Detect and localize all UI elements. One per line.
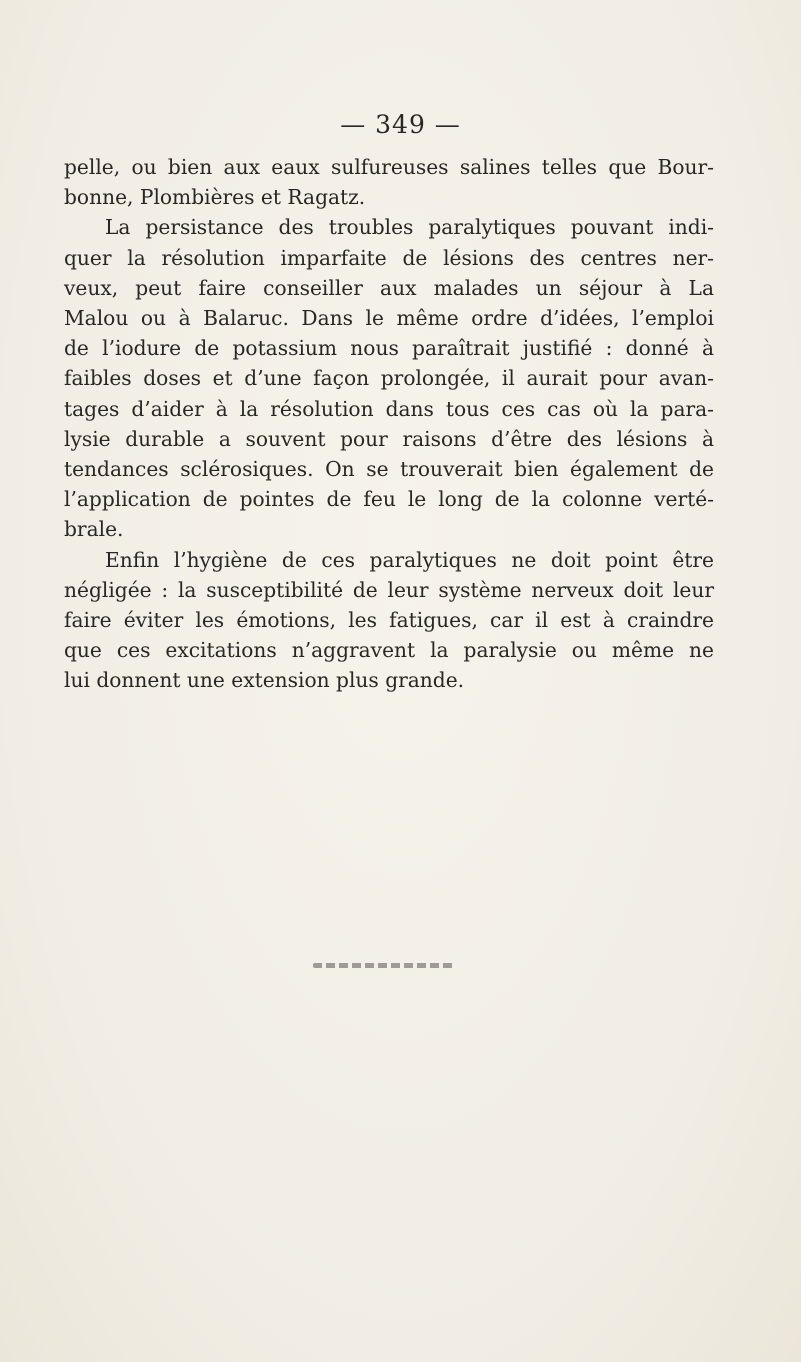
text-line: l’application de pointes de feu le long de la colonne verté- — [64, 487, 714, 512]
text-line: faire éviter les émotions, les fatigues, car il est à craindre — [64, 608, 714, 633]
text-line: Enfin l’hygiène de ces paralytiques ne doit point être — [105, 547, 714, 572]
text-line: brale. — [64, 517, 124, 542]
body-text — [64, 152, 714, 696]
text-line: lui donnent une extension plus grande. — [64, 668, 465, 693]
page-number: — 349 — — [340, 110, 461, 139]
text-line: quer la résolution imparfaite de lésions des centres ner- — [64, 245, 714, 270]
text-line: que ces excitations n’aggravent la paralysie ou même ne — [64, 638, 714, 663]
text-line: veux, peut faire conseiller aux malades un séjour à La — [64, 275, 714, 300]
text-line: Malou ou à Balaruc. Dans le même ordre d’idées, l’emploi — [64, 306, 714, 331]
text-line: tages d’aider à la résolution dans tous ces cas où la para- — [64, 396, 714, 421]
text-line: La persistance des troubles paralytiques pouvant indi- — [105, 215, 714, 240]
text-line: de l’iodure de potassium nous paraîtrait justifié : donné à — [64, 336, 714, 361]
text-line: faibles doses et d’une façon prolongée, il aurait pour avan- — [64, 366, 714, 391]
text-line: négligée : la susceptibilité de leur système nerveux doit leur — [64, 577, 714, 602]
ink-smudge-mark — [313, 963, 455, 968]
text-line: bonne, Plombières et Ragatz. — [64, 185, 366, 210]
text-line: pelle, ou bien aux eaux sulfureuses salines telles que Bour- — [64, 155, 714, 179]
text-line: tendances sclérosiques. On se trouverait bien également de — [64, 457, 714, 482]
text-line: lysie durable a souvent pour raisons d’être des lésions à — [64, 426, 714, 451]
